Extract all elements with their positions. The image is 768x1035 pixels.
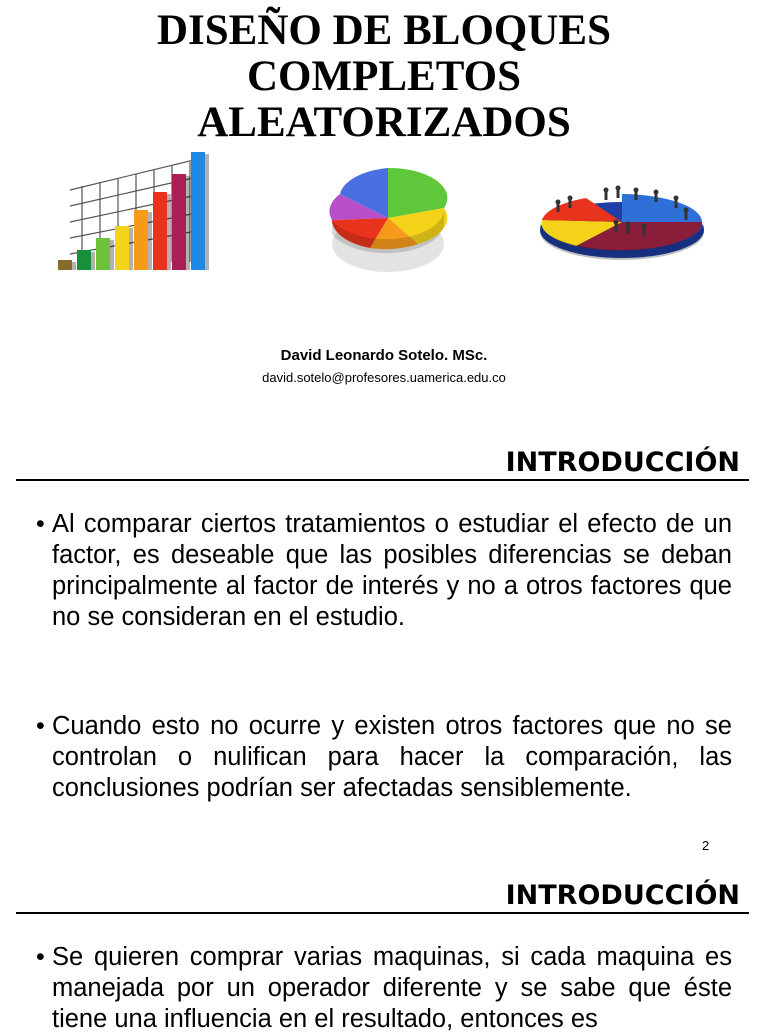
bullet-item bbox=[36, 509, 732, 633]
bullet-dot: • bbox=[36, 712, 45, 740]
bar-shadow bbox=[72, 262, 76, 270]
bar bbox=[77, 250, 91, 270]
section-heading: INTRODUCCIÓN bbox=[505, 880, 740, 911]
3d-pie-chart-illustration bbox=[326, 164, 450, 276]
pie-slice bbox=[622, 194, 702, 222]
bar-group bbox=[58, 152, 209, 270]
title-line: DISEÑO DE BLOQUES bbox=[156, 7, 612, 54]
bar-shadow bbox=[148, 212, 152, 270]
bullet-text: Al comparar ciertos tratamientos o estudiar el efecto de un factor, es deseable que las posibles diferencias se deban principalmente al factor de interés y no a otros factores que no se consideran en el estudio. bbox=[52, 510, 732, 631]
bullet-item bbox=[36, 711, 732, 804]
page-title bbox=[0, 8, 768, 146]
title-line: ALEATORIZADOS bbox=[197, 99, 571, 146]
title-line: COMPLETOS bbox=[247, 53, 521, 100]
bar-shadow bbox=[91, 252, 95, 270]
bullet-text: Cuando esto no ocurre y existen otros factores que no se controlan o nulifican para hacer la comparación, las conclusiones podrían ser afectadas sensiblemente. bbox=[52, 712, 732, 802]
bar bbox=[96, 238, 110, 270]
bar bbox=[172, 174, 186, 270]
bullet-dot: • bbox=[36, 943, 45, 971]
bar bbox=[153, 192, 167, 270]
heading-underline bbox=[16, 912, 749, 914]
bar-chart-illustration bbox=[52, 150, 222, 278]
bullet-dot: • bbox=[36, 510, 45, 538]
bar bbox=[134, 210, 148, 270]
bar-shadow bbox=[186, 176, 190, 270]
bullet-text: Se quieren comprar varias maquinas, si cada maquina es manejada por un operador diferente y se sabe que éste tiene una influencia en el resultado, entonces es bbox=[52, 943, 732, 1033]
section-heading: INTRODUCCIÓN bbox=[505, 447, 740, 478]
bar-shadow bbox=[167, 194, 171, 270]
bar bbox=[115, 226, 129, 270]
bullet-item bbox=[36, 942, 732, 1035]
bar-shadow bbox=[205, 154, 209, 270]
heading-underline bbox=[16, 479, 749, 481]
author-name: David Leonardo Sotelo. MSc. bbox=[280, 347, 488, 364]
bar-shadow bbox=[110, 240, 114, 270]
bar-shadow bbox=[129, 228, 133, 270]
author-email: david.sotelo@profesores.uamerica.edu.co bbox=[262, 370, 506, 385]
bar bbox=[58, 260, 72, 270]
bar bbox=[191, 152, 205, 270]
page-number: 2 bbox=[702, 838, 710, 853]
people-pie-chart-illustration bbox=[536, 180, 708, 262]
